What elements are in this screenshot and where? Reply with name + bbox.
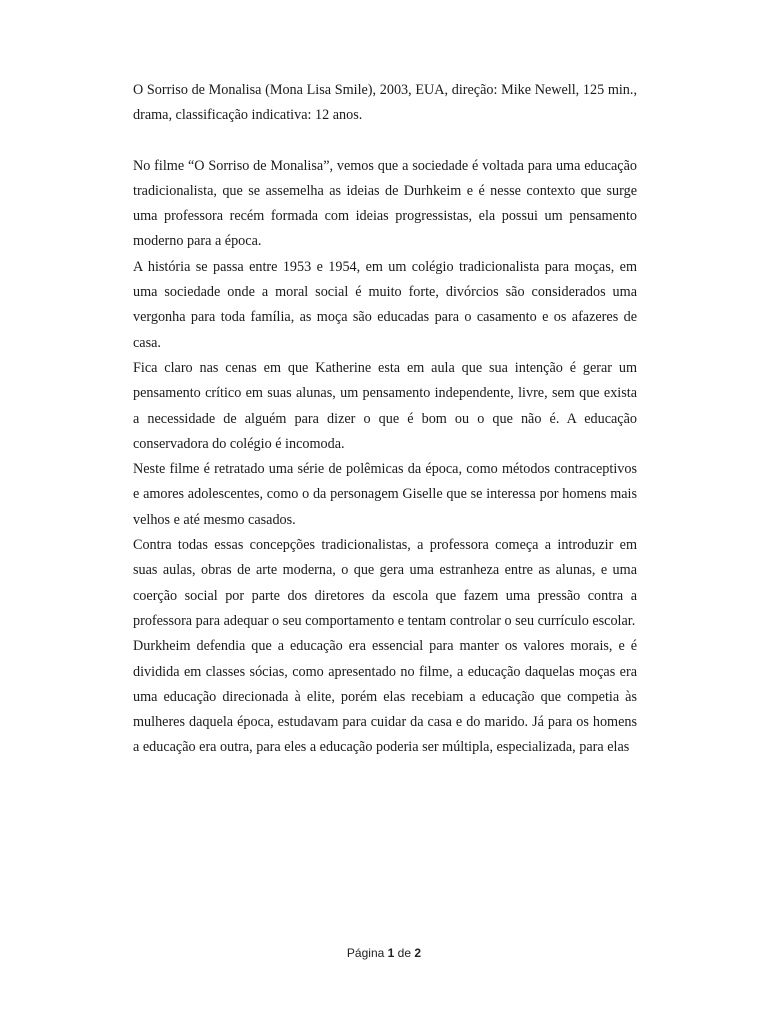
current-page-number: 1 (387, 946, 395, 960)
paragraph-1: No filme “O Sorriso de Monalisa”, vemos que a sociedade é voltada para uma educação tradicionalista, que se assemelha as ideias de Durhkeim e é nesse contexto que surge uma professora recém formada com ideias progressistas, ela possui um pensamento moderno para a época. (133, 157, 637, 250)
paragraph-4: Neste filme é retratado uma série de polêmicas da época, como métodos contraceptivos e amores adolescentes, como o da personagem Giselle que se interessa por homens mais velhos e até mesmo casados. (133, 461, 637, 528)
of-label: de (397, 946, 412, 960)
page-footer (0, 946, 768, 960)
document-body (133, 78, 637, 761)
paragraph-6: Durkheim defendia que a educação era essencial para manter os valores morais, e é dividida em classes sócias, como apresentado no filme, a educação daquelas moças era uma educação direcionada à elite, porém elas recebiam a educação que competia às mulheres daquela época, estudavam para cuidar da casa e do marido. Já para os homens a educação era outra, para eles a educação poderia ser múltipla, especializada, para elas (133, 638, 637, 756)
paragraph-3: Fica claro nas cenas em que Katherine esta em aula que sua intenção é gerar um pensamento crítico em suas alunas, um pensamento independente, livre, sem que exista a necessidade de alguém para dizer o que é bom ou o que não é. A educação conservadora do colégio é incomoda. (133, 359, 637, 452)
paragraph-5: Contra todas essas concepções tradicionalistas, a professora começa a introduzir em suas aulas, obras de arte moderna, o que gera uma estranheza entre as alunas, e uma coerção social por parte dos diretores da escola que fazem uma pressão contra a professora para adequar o seu comportamento e tentam controlar o seu currículo escolar. (133, 537, 637, 629)
total-pages-number: 2 (414, 946, 422, 960)
paragraph-2: A história se passa entre 1953 e 1954, em um colégio tradicionalista para moças, em uma sociedade onde a moral social é muito forte, divórcios são considerados uma vergonha para toda família, as moça são educadas para o casamento e os afazeres de casa. (133, 258, 637, 351)
film-info: O Sorriso de Monalisa (Mona Lisa Smile), 2003, EUA, direção: Mike Newell, 125 min., drama, classificação indicativa: 12 anos. (133, 82, 637, 124)
page-label: Página (346, 946, 385, 960)
